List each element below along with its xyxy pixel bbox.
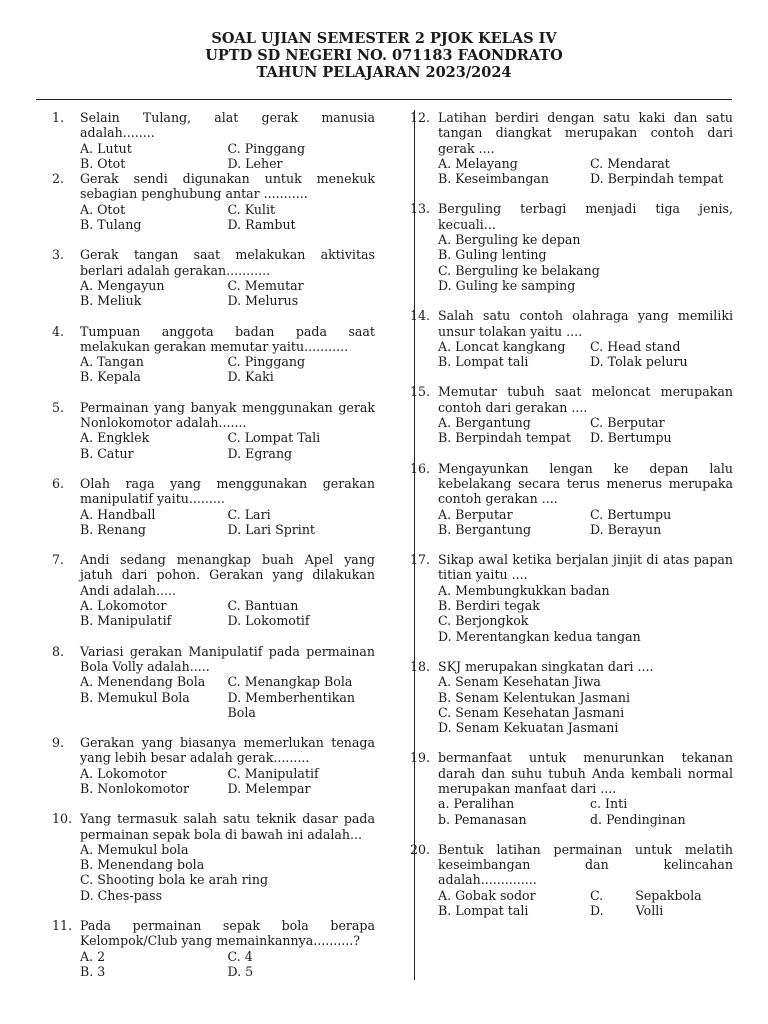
question-8: [52, 644, 375, 720]
answer-option[interactable]: B. Tulang: [80, 217, 142, 233]
question-number: 11.: [52, 918, 73, 934]
question-stem: SKJ merupakan singkatan dari ....: [438, 658, 654, 674]
answer-option[interactable]: A. Melayang: [438, 155, 518, 171]
question-stem: Andi sedang menangkap buah Apel yang jatuh dari pohon. Gerakan yang dilakukan Andi adalah.....: [80, 552, 375, 598]
question-stem: Gerak tangan saat melakukan aktivitas berlari adalah gerakan...........: [80, 247, 375, 278]
answer-option[interactable]: B. Lompat tali: [438, 903, 529, 919]
answer-option[interactable]: C. Pinggang: [227, 140, 306, 156]
answer-option[interactable]: B. Bergantung: [438, 521, 532, 537]
question-3: [52, 247, 375, 308]
question-19: [410, 750, 733, 826]
question-13: [410, 201, 733, 293]
answer-option[interactable]: A. Berputar: [438, 506, 513, 522]
question-number: 5.: [52, 399, 65, 415]
question-2: [52, 171, 375, 232]
question-15: [410, 384, 733, 445]
question-14: [410, 308, 733, 369]
question-number: 13.: [410, 201, 431, 217]
answer-option[interactable]: C. Bertumpu: [590, 506, 672, 522]
answer-option[interactable]: D. Lari Sprint: [227, 521, 315, 537]
question-stem: Mengayunkan lengan ke depan lalu kebelakang secara terus menerus merupaka contoh gerakan ....: [438, 460, 733, 507]
answer-option[interactable]: D. Ches-pass: [80, 887, 163, 903]
answer-option[interactable]: D. Leher: [227, 155, 283, 171]
question-number: 2.: [52, 171, 65, 187]
answer-option[interactable]: A. Bergantung: [438, 415, 531, 431]
answer-option[interactable]: D. Lokomotif: [227, 613, 310, 629]
question-stem: Pada permainan sepak bola berapa Kelompok/Club yang memainkannya..........?: [80, 918, 375, 949]
question-20: [410, 842, 733, 918]
answer-option[interactable]: D. Kaki: [227, 369, 274, 385]
question-number: 20.: [410, 841, 431, 857]
question-17: [410, 552, 733, 644]
question-stem: Tumpuan anggota badan pada saat melakukan gerakan memutar yaitu...........: [80, 323, 375, 354]
answer-option[interactable]: A. Lokomotor: [80, 598, 167, 614]
question-number: 6.: [52, 475, 65, 491]
answer-option[interactable]: B. Lompat tali: [438, 354, 529, 370]
question-6: [52, 476, 375, 537]
answer-option[interactable]: d. Pendinginan: [590, 811, 686, 827]
answer-option[interactable]: D. Tolak peluru: [590, 354, 688, 370]
answer-option[interactable]: B. Keseimbangan: [438, 171, 550, 187]
answer-option[interactable]: B. Meliuk: [80, 293, 142, 309]
answer-option[interactable]: D. Merentangkan kedua tangan: [438, 628, 641, 644]
question-number: 19.: [410, 750, 431, 766]
question-18: [410, 659, 733, 735]
answer-option[interactable]: B. Renang: [80, 521, 146, 537]
answer-option[interactable]: A. Handball: [80, 506, 156, 522]
question-number: 7.: [52, 552, 65, 568]
question-stem: Sikap awal ketika berjalan jinjit di atas papan titian yaitu ....: [438, 552, 733, 583]
answer-option[interactable]: B. Guling lenting: [438, 247, 547, 263]
answer-option[interactable]: C. Senam Kesehatan Jasmani: [438, 704, 625, 720]
question-number: 18.: [410, 658, 431, 674]
question-9: [52, 735, 375, 796]
academic-year: TAHUN PELAJARAN 2023/2024: [256, 64, 512, 81]
answer-option[interactable]: D. Memberhentikan Bola: [227, 689, 355, 720]
header-divider: [36, 99, 732, 100]
answer-option[interactable]: A. Mengayun: [80, 277, 165, 293]
answer-option[interactable]: C. Berjongkok: [438, 613, 529, 629]
question-number: 16.: [410, 460, 431, 476]
question-7: [52, 552, 375, 628]
answer-option[interactable]: c. Inti: [590, 796, 628, 812]
answer-option[interactable]: D. Melurus: [227, 293, 299, 309]
question-number: 17.: [410, 552, 431, 568]
answer-option[interactable]: D. Berayun: [590, 521, 662, 537]
answer-option[interactable]: C. Kulit: [227, 201, 276, 217]
question-stem: Bentuk latihan permainan untuk melatih keseimbangan dan kelincahan adalah..............: [438, 841, 733, 888]
question-number: 3.: [52, 247, 65, 263]
answer-option[interactable]: B. Berdiri tegak: [438, 598, 540, 614]
question-stem: Selain Tulang, alat gerak manusia adalah........: [80, 110, 375, 141]
answer-option[interactable]: B. Menendang bola: [80, 857, 205, 873]
answer-option[interactable]: A. Engklek: [80, 430, 150, 446]
question-1: [52, 110, 375, 171]
question-12: [410, 110, 733, 186]
answer-option[interactable]: C. Shooting bola ke arah ring: [80, 872, 269, 888]
question-stem: Gerak sendi digunakan untuk menekuk sebagian penghubung antar ...........: [80, 171, 375, 202]
answer-option[interactable]: C. 4: [227, 948, 253, 964]
answer-option[interactable]: B. Nonlokomotor: [80, 780, 189, 796]
question-number: 8.: [52, 643, 65, 659]
question-number: 15.: [410, 384, 431, 400]
question-stem: Permainan yang banyak menggunakan gerak Nonlokomotor adalah.......: [80, 399, 375, 431]
answer-option[interactable]: B. Senam Kelentukan Jasmani: [438, 689, 631, 705]
left-column: [52, 110, 375, 979]
answer-option[interactable]: A. Tangan: [80, 354, 144, 370]
question-stem: Berguling terbagi menjadi tiga jenis, kecuali...: [438, 201, 733, 232]
answer-option[interactable]: B. Kepala: [80, 369, 141, 385]
right-column: [410, 110, 733, 918]
answer-option[interactable]: b. Pemanasan: [438, 811, 527, 827]
question-stem: Variasi gerakan Manipulatif pada permainan Bola Volly adalah.....: [80, 643, 375, 674]
question-number: 1.: [52, 110, 65, 125]
answer-option[interactable]: A. Senam Kesehatan Jiwa: [438, 674, 601, 690]
question-number: 12.: [410, 110, 431, 125]
answer-option[interactable]: C. Bantuan: [227, 598, 299, 614]
question-11: [52, 918, 375, 979]
question-stem: Yang termasuk salah satu teknik dasar pada permainan sepak bola di bawah ini adalah...: [80, 811, 375, 842]
exam-title: SOAL UJIAN SEMESTER 2 PJOK KELAS IV: [211, 30, 557, 47]
question-10: [52, 811, 375, 903]
exam-header: [0, 30, 768, 81]
answer-option[interactable]: C. Memutar: [227, 277, 304, 293]
answer-option[interactable]: C. Sepakbola: [590, 887, 702, 903]
answer-option[interactable]: B. Manipulatif: [80, 613, 172, 629]
question-stem: Latihan berdiri dengan satu kaki dan satu tangan diangkat merupakan contoh dari gerak ....: [438, 110, 733, 156]
question-5: [52, 400, 375, 461]
question-4: [52, 324, 375, 385]
answer-option[interactable]: A. Lutut: [80, 140, 132, 156]
answer-option[interactable]: C. Pinggang: [227, 354, 306, 370]
answer-option[interactable]: A. Gobak sodor: [438, 887, 536, 903]
answer-option[interactable]: D. Melempar: [227, 780, 311, 796]
answer-option[interactable]: D. 5: [227, 963, 254, 979]
question-stem: Olah raga yang menggunakan gerakan manipulatif yaitu.........: [80, 475, 375, 507]
answer-option[interactable]: A. Otot: [80, 201, 126, 217]
question-number: 10.: [52, 811, 73, 827]
question-stem: Memutar tubuh saat meloncat merupakan contoh dari gerakan ....: [438, 384, 733, 415]
school-name: UPTD SD NEGERI NO. 071183 FAONDRATO: [205, 47, 563, 64]
answer-option[interactable]: C. Manipulatif: [227, 765, 319, 781]
answer-option[interactable]: A. Memukul bola: [80, 841, 189, 857]
question-number: 4.: [52, 323, 65, 339]
answer-option[interactable]: C. Menangkap Bola: [227, 674, 353, 690]
answer-option[interactable]: C. Head stand: [590, 338, 681, 354]
answer-option[interactable]: D. Berpindah tempat: [590, 171, 724, 187]
answer-option[interactable]: D. Senam Kekuatan Jasmani: [438, 720, 619, 736]
answer-option[interactable]: B. 3: [80, 963, 106, 979]
answer-option[interactable]: C. Lompat Tali: [227, 430, 321, 446]
answer-option[interactable]: B. Memukul Bola: [80, 689, 190, 705]
answer-option[interactable]: A. 2: [80, 948, 106, 964]
answer-option[interactable]: D. Egrang: [227, 445, 293, 461]
question-number: 14.: [410, 308, 431, 324]
answer-option[interactable]: B. Catur: [80, 445, 134, 461]
question-number: 9.: [52, 735, 65, 751]
answer-option[interactable]: C. Mendarat: [590, 155, 670, 171]
answer-option[interactable]: A. Lokomotor: [80, 765, 167, 781]
answer-option[interactable]: A. Loncat kangkang: [438, 338, 566, 354]
answer-option[interactable]: C. Berguling ke belakang: [438, 262, 600, 278]
answer-option[interactable]: A. Menendang Bola: [80, 674, 206, 690]
answer-option[interactable]: B. Otot: [80, 155, 126, 171]
answer-option[interactable]: C. Lari: [227, 506, 271, 522]
question-stem: bermanfaat untuk menurunkan tekanan darah dan suhu tubuh Anda kembali normal merupakan manfaat dari ....: [438, 750, 733, 796]
question-stem: Salah satu contoh olahraga yang memiliki unsur tolakan yaitu ....: [438, 308, 733, 339]
answer-option[interactable]: a. Peralihan: [438, 796, 515, 812]
answer-option[interactable]: D. Bertumpu: [590, 430, 672, 446]
answer-option[interactable]: A. Berguling ke depan: [438, 232, 581, 248]
answer-option[interactable]: B. Berpindah tempat: [438, 430, 571, 446]
answer-option[interactable]: D. Guling ke samping: [438, 277, 576, 293]
answer-option[interactable]: A. Membungkukkan badan: [438, 582, 610, 598]
answer-option[interactable]: D. Rambut: [227, 217, 296, 233]
answer-option[interactable]: D. Volli: [590, 903, 664, 919]
question-16: [410, 461, 733, 537]
question-stem: Gerakan yang biasanya memerlukan tenaga yang lebih besar adalah gerak.........: [80, 735, 375, 766]
answer-option[interactable]: C. Berputar: [590, 415, 665, 431]
